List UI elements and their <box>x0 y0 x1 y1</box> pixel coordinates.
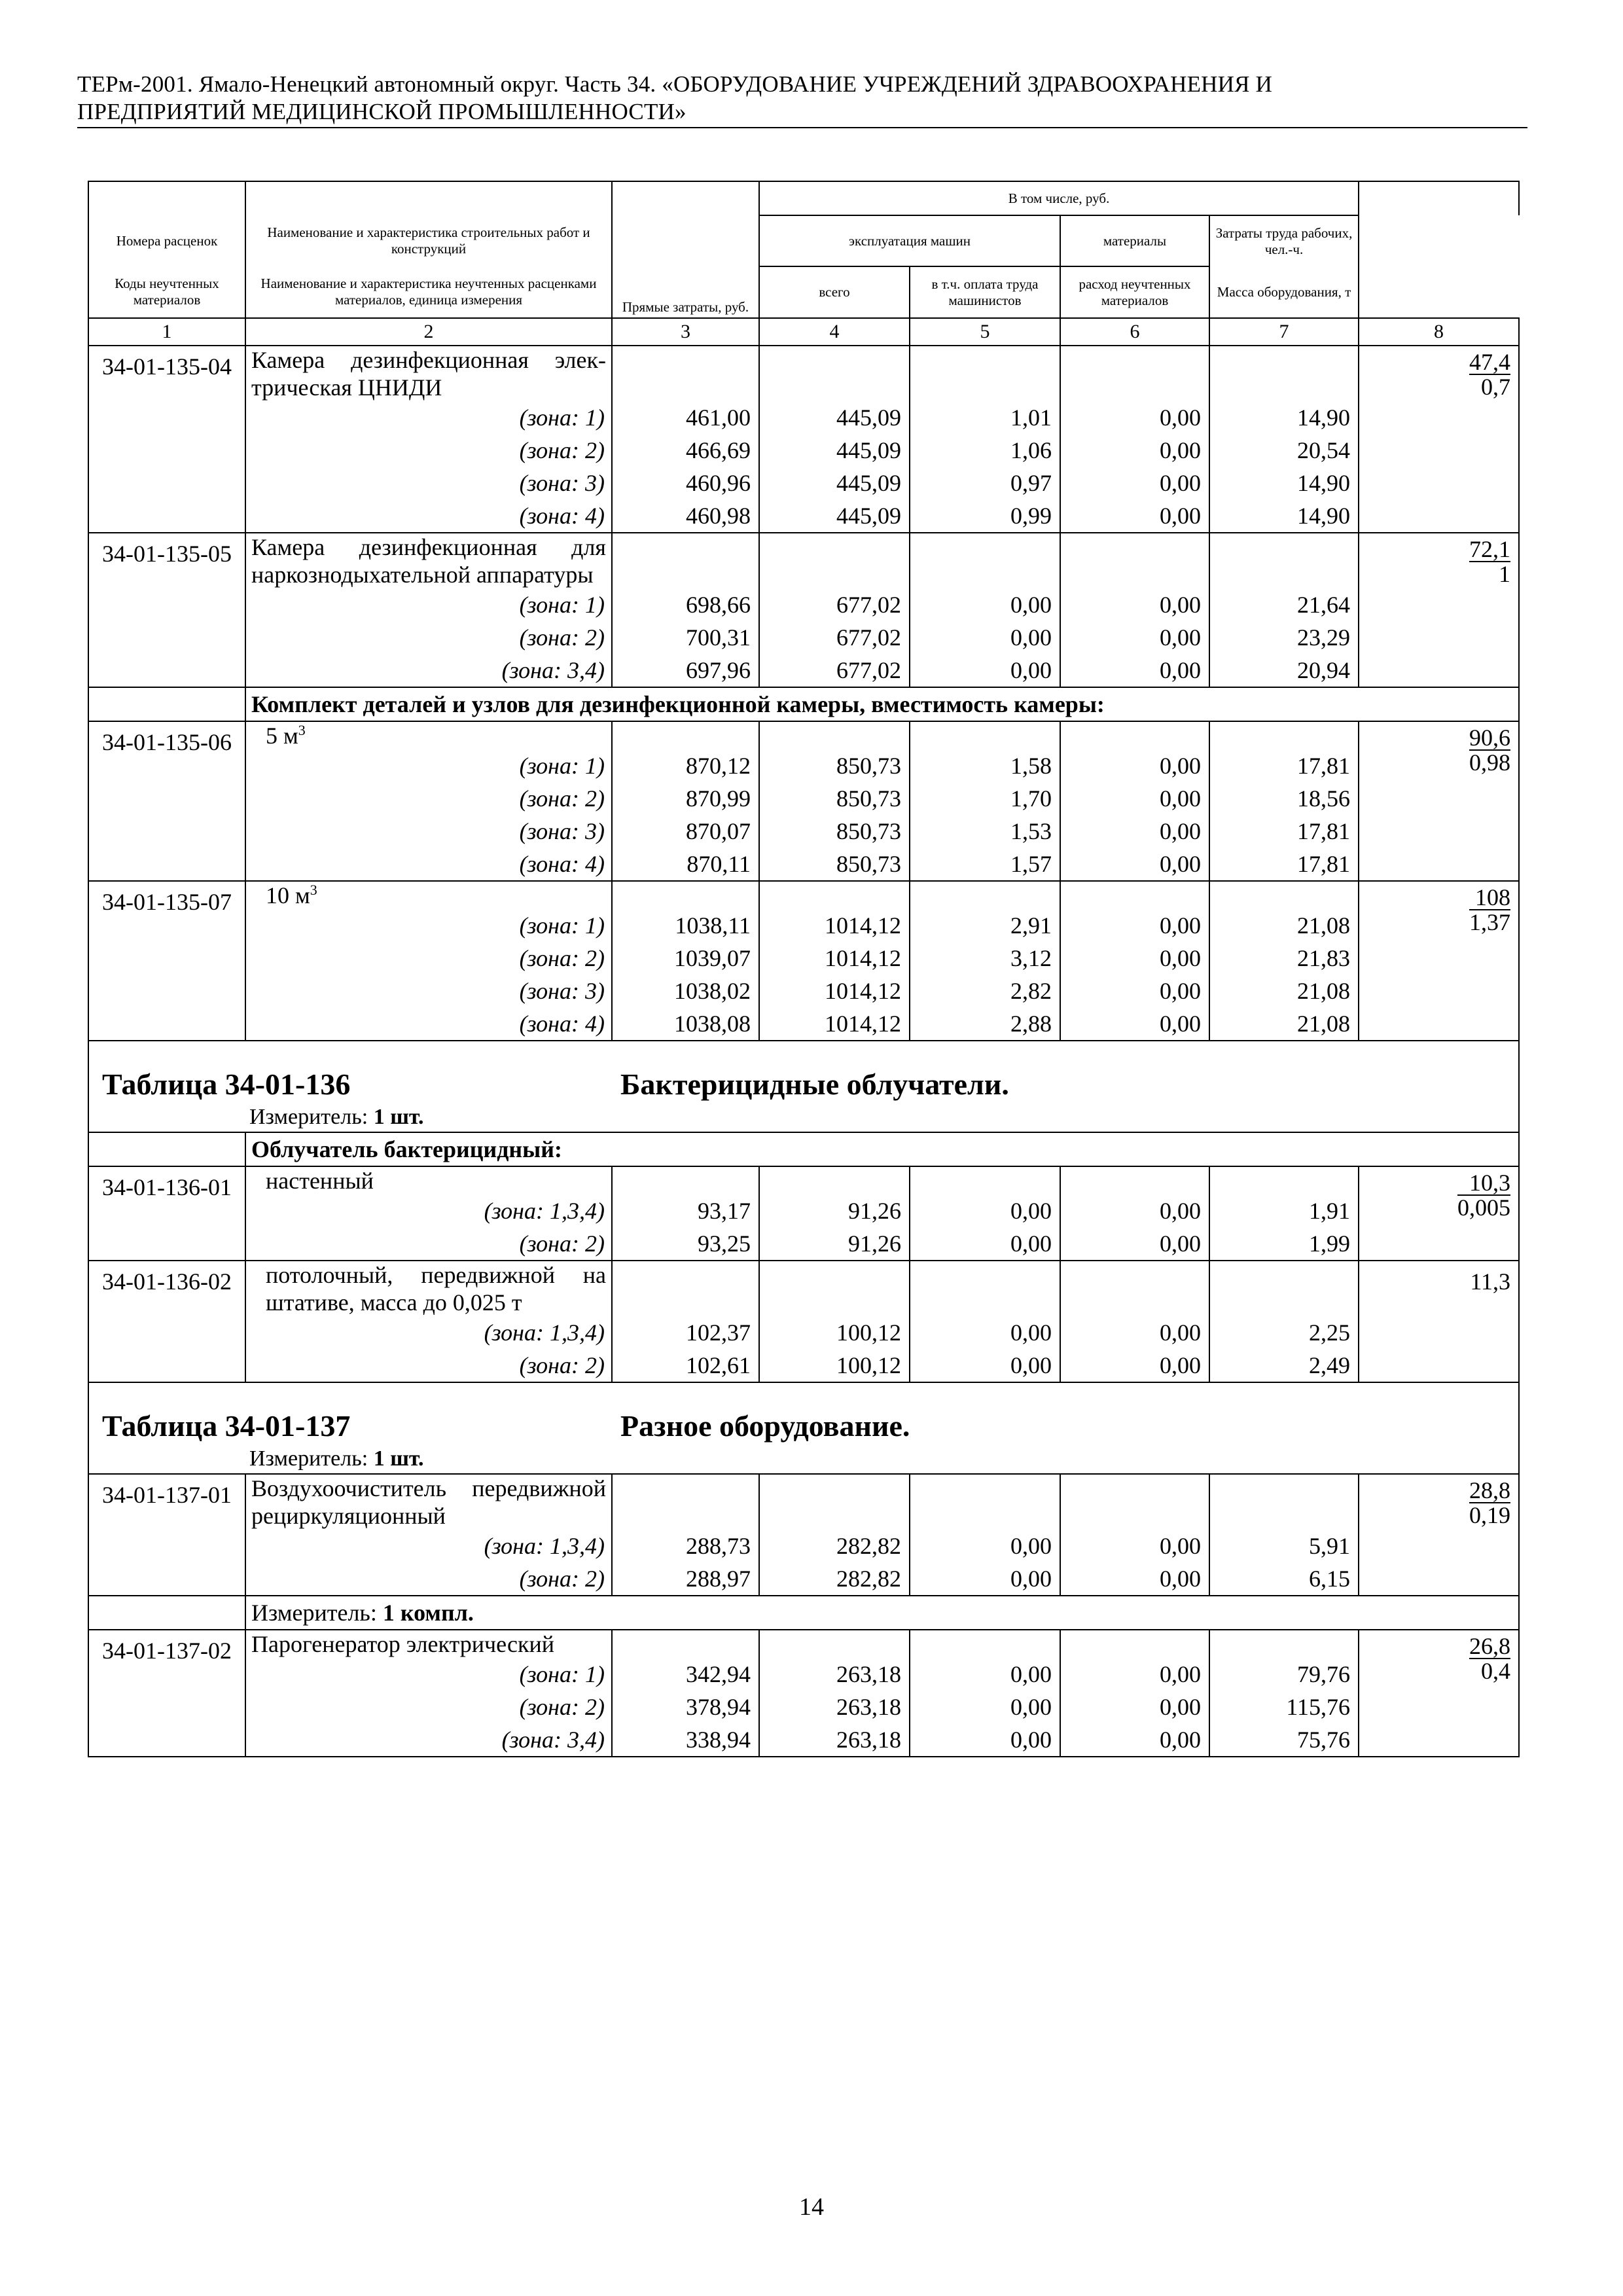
labor-mass-fraction <box>1457 1171 1510 1219</box>
machinist-pay: 0,00 <box>1060 434 1209 467</box>
machinist-pay: 0,00 <box>1060 1691 1209 1723</box>
zone-label: (зона: 2) <box>245 942 612 975</box>
zone-label: (зона: 4) <box>245 499 612 533</box>
materials-cost: 14,90 <box>1209 499 1359 533</box>
materials-cost: 20,94 <box>1209 654 1359 687</box>
mass-value: 1 <box>1499 561 1511 587</box>
labor-mass-fraction <box>1469 726 1510 774</box>
worker-pay: 445,09 <box>759 401 910 434</box>
machine-total: 0,00 <box>910 1562 1060 1596</box>
labor-mass-fraction <box>1469 886 1510 934</box>
measure-value: 1 компл. <box>382 1600 474 1626</box>
machinist-pay: 0,00 <box>1060 1530 1209 1562</box>
machinist-pay: 0,00 <box>1060 1349 1209 1382</box>
zone-row <box>88 1194 1519 1227</box>
rate-name-text: Камера дезинфекционная для наркознодыхательной аппаратуры <box>251 534 606 588</box>
column-number: 6 <box>1060 318 1209 346</box>
mass-value: 1,37 <box>1469 909 1511 935</box>
materials-cost: 17,81 <box>1209 848 1359 881</box>
machine-total: 2,82 <box>910 975 1060 1007</box>
rate-code: 34-01-136-02 <box>88 1261 245 1382</box>
labor-cell <box>1359 1261 1519 1382</box>
mass-value: 0,19 <box>1469 1502 1511 1528</box>
worker-pay: 850,73 <box>759 782 910 815</box>
zone-row <box>88 1007 1519 1041</box>
direct-cost: 338,94 <box>612 1723 759 1757</box>
zone-row <box>88 975 1519 1007</box>
worker-pay: 91,26 <box>759 1227 910 1261</box>
worker-pay: 445,09 <box>759 499 910 533</box>
rate-code: 34-01-137-02 <box>88 1630 245 1757</box>
rate-name <box>245 1474 612 1530</box>
page-number: 14 <box>799 2193 824 2221</box>
rate-code: 34-01-135-04 <box>88 346 245 533</box>
column-number: 2 <box>245 318 612 346</box>
direct-cost: 288,97 <box>612 1562 759 1596</box>
direct-cost: 378,94 <box>612 1691 759 1723</box>
rate-name-text: Камера дезинфекционная электрическая ЦНИДИ <box>251 347 606 401</box>
rate-name <box>245 881 612 909</box>
worker-pay: 850,73 <box>759 749 910 782</box>
labor-value: 108 <box>1469 886 1510 910</box>
zone-label: (зона: 1) <box>245 1658 612 1691</box>
materials-cost: 14,90 <box>1209 401 1359 434</box>
worker-pay: 850,73 <box>759 815 910 848</box>
worker-pay: 1014,12 <box>759 975 910 1007</box>
direct-cost: 460,98 <box>612 499 759 533</box>
machinist-pay: 0,00 <box>1060 654 1209 687</box>
table-caption: Бактерицидные облучатели. <box>620 1067 1009 1101</box>
measure-value: 1 шт. <box>373 1446 424 1471</box>
machine-total: 1,58 <box>910 749 1060 782</box>
header-machinist-pay: в т.ч. оплата труда машинистов <box>910 266 1060 318</box>
zone-label: (зона: 1) <box>245 401 612 434</box>
group-heading: Облучатель бактерицидный: <box>245 1132 1519 1166</box>
direct-cost: 93,17 <box>612 1194 759 1227</box>
machine-total: 0,00 <box>910 588 1060 621</box>
zone-row <box>88 815 1519 848</box>
header-mat-codes: Коды неучтенных материалов <box>88 266 245 318</box>
machine-total: 0,00 <box>910 1227 1060 1261</box>
unit-superscript: 3 <box>298 722 306 738</box>
direct-cost: 1039,07 <box>612 942 759 975</box>
labor-value: 26,8 <box>1469 1633 1511 1659</box>
mass-value: 0,98 <box>1469 749 1511 776</box>
machinist-pay: 0,00 <box>1060 909 1209 942</box>
table-title: Таблица 34-01-136 <box>102 1067 351 1101</box>
machine-total: 2,88 <box>910 1007 1060 1041</box>
zone-label: (зона: 2) <box>245 1562 612 1596</box>
measure-label: Измеритель: <box>251 1600 377 1626</box>
rate-item-row <box>88 1166 1519 1194</box>
zone-label: (зона: 3) <box>245 815 612 848</box>
labor-value: 11,3 <box>1470 1268 1511 1295</box>
machine-total: 0,00 <box>910 1658 1060 1691</box>
unit-superscript: 3 <box>310 882 317 898</box>
worker-pay: 445,09 <box>759 434 910 467</box>
machine-total: 2,91 <box>910 909 1060 942</box>
machine-total: 0,00 <box>910 621 1060 654</box>
machinist-pay: 0,00 <box>1060 815 1209 848</box>
zone-label: (зона: 1) <box>245 588 612 621</box>
direct-cost: 870,11 <box>612 848 759 881</box>
zone-row <box>88 499 1519 533</box>
zone-row <box>88 782 1519 815</box>
machinist-pay: 0,00 <box>1060 1658 1209 1691</box>
zone-label: (зона: 2) <box>245 782 612 815</box>
worker-pay: 263,18 <box>759 1723 910 1757</box>
machinist-pay: 0,00 <box>1060 1007 1209 1041</box>
labor-cell <box>1359 346 1519 533</box>
direct-cost: 102,61 <box>612 1349 759 1382</box>
worker-pay: 677,02 <box>759 621 910 654</box>
materials-cost: 17,81 <box>1209 749 1359 782</box>
rate-name <box>245 1166 612 1194</box>
direct-cost: 342,94 <box>612 1658 759 1691</box>
rate-item-row <box>88 1261 1519 1316</box>
worker-pay: 282,82 <box>759 1562 910 1596</box>
worker-pay: 445,09 <box>759 467 910 499</box>
labor-cell <box>1359 721 1519 881</box>
column-number: 8 <box>1359 318 1519 346</box>
materials-cost: 1,99 <box>1209 1227 1359 1261</box>
zone-row <box>88 1349 1519 1382</box>
group-heading-row <box>88 687 1519 721</box>
zone-row <box>88 1658 1519 1691</box>
labor-mass-fraction <box>1469 1634 1510 1683</box>
machinist-pay: 0,00 <box>1060 942 1209 975</box>
rate-name-text: Парогенератор электрический <box>251 1631 554 1657</box>
materials-cost: 23,29 <box>1209 621 1359 654</box>
zone-row <box>88 621 1519 654</box>
column-number: 1 <box>88 318 245 346</box>
zone-label: (зона: 3) <box>245 467 612 499</box>
worker-pay: 100,12 <box>759 1316 910 1349</box>
worker-pay: 1014,12 <box>759 909 910 942</box>
zone-row <box>88 1691 1519 1723</box>
machine-total: 0,97 <box>910 467 1060 499</box>
column-number: 3 <box>612 318 759 346</box>
column-numbers-row <box>88 318 1519 346</box>
zone-row <box>88 749 1519 782</box>
direct-cost: 288,73 <box>612 1530 759 1562</box>
group-heading: Комплект деталей и узлов для дезинфекционной камеры, вместимость камеры: <box>245 687 1519 721</box>
zone-row <box>88 942 1519 975</box>
header-materials: материалы <box>1060 215 1209 266</box>
materials-cost: 1,91 <box>1209 1194 1359 1227</box>
zone-label: (зона: 1) <box>245 909 612 942</box>
zone-row <box>88 434 1519 467</box>
direct-cost: 697,96 <box>612 654 759 687</box>
worker-pay: 677,02 <box>759 654 910 687</box>
zone-row <box>88 1227 1519 1261</box>
worker-pay: 91,26 <box>759 1194 910 1227</box>
worker-pay: 1014,12 <box>759 942 910 975</box>
zone-row <box>88 1530 1519 1562</box>
zone-label: (зона: 1,3,4) <box>245 1194 612 1227</box>
rates-table <box>88 181 1520 1757</box>
machinist-pay: 0,00 <box>1060 1723 1209 1757</box>
materials-cost: 2,49 <box>1209 1349 1359 1382</box>
machine-total: 1,70 <box>910 782 1060 815</box>
direct-cost: 461,00 <box>612 401 759 434</box>
direct-cost: 870,99 <box>612 782 759 815</box>
machinist-pay: 0,00 <box>1060 401 1209 434</box>
table-title: Таблица 34-01-137 <box>102 1409 351 1443</box>
zone-row <box>88 1562 1519 1596</box>
machine-total: 1,01 <box>910 401 1060 434</box>
machinist-pay: 0,00 <box>1060 499 1209 533</box>
machine-total: 0,00 <box>910 1723 1060 1757</box>
materials-cost: 17,81 <box>1209 815 1359 848</box>
zone-label: (зона: 4) <box>245 848 612 881</box>
machinist-pay: 0,00 <box>1060 621 1209 654</box>
worker-pay: 263,18 <box>759 1691 910 1723</box>
materials-cost: 21,08 <box>1209 1007 1359 1041</box>
zone-row <box>88 401 1519 434</box>
direct-cost: 102,37 <box>612 1316 759 1349</box>
zone-label: (зона: 2) <box>245 621 612 654</box>
machinist-pay: 0,00 <box>1060 467 1209 499</box>
zone-row <box>88 654 1519 687</box>
zone-label: (зона: 1,3,4) <box>245 1316 612 1349</box>
direct-cost: 466,69 <box>612 434 759 467</box>
mass-value: 0,7 <box>1481 374 1511 400</box>
rate-item-row <box>88 881 1519 909</box>
materials-cost: 6,15 <box>1209 1562 1359 1596</box>
machinist-pay: 0,00 <box>1060 1227 1209 1261</box>
worker-pay: 850,73 <box>759 848 910 881</box>
column-number: 5 <box>910 318 1060 346</box>
labor-value: 72,1 <box>1469 536 1511 562</box>
rate-item-row <box>88 1630 1519 1658</box>
rate-item-row <box>88 533 1519 588</box>
direct-cost: 698,66 <box>612 588 759 621</box>
zone-row <box>88 588 1519 621</box>
machinist-pay: 0,00 <box>1060 1194 1209 1227</box>
labor-mass-fraction <box>1469 537 1510 586</box>
labor-value: 47,4 <box>1469 349 1511 375</box>
zone-label: (зона: 3,4) <box>245 654 612 687</box>
rate-name-text: 5 м <box>266 723 298 749</box>
measure-row <box>88 1596 1519 1630</box>
header-machines: эксплуатация машин <box>759 215 1060 266</box>
labor-cell <box>1359 1474 1519 1596</box>
measure-value: 1 шт. <box>373 1105 424 1129</box>
labor-cell <box>1359 533 1519 687</box>
zone-label: (зона: 2) <box>245 1349 612 1382</box>
zone-label: (зона: 1) <box>245 749 612 782</box>
rate-name <box>245 346 612 401</box>
machinist-pay: 0,00 <box>1060 588 1209 621</box>
column-number: 4 <box>759 318 910 346</box>
labor-cell <box>1359 1630 1519 1757</box>
materials-cost: 75,76 <box>1209 1723 1359 1757</box>
direct-cost: 1038,02 <box>612 975 759 1007</box>
worker-pay: 100,12 <box>759 1349 910 1382</box>
header-mat-use: расход неучтенных материалов <box>1060 266 1209 318</box>
materials-cost: 20,54 <box>1209 434 1359 467</box>
rate-code: 34-01-137-01 <box>88 1474 245 1596</box>
materials-cost: 21,08 <box>1209 909 1359 942</box>
rate-name-text: потолочный, передвижной на штативе, масса до 0,025 т <box>266 1262 606 1316</box>
labor-mass-fraction <box>1469 350 1510 399</box>
rate-item-row <box>88 721 1519 749</box>
direct-cost: 93,25 <box>612 1227 759 1261</box>
materials-cost: 21,83 <box>1209 942 1359 975</box>
machine-total: 0,00 <box>910 1691 1060 1723</box>
rate-code: 34-01-135-05 <box>88 533 245 687</box>
header-line-1: ТЕРм-2001. Ямало-Ненецкий автономный округ. Часть 34. «ОБОРУДОВАНИЕ УЧРЕЖДЕНИЙ ЗДРАВООХРАНЕНИЯ И <box>77 71 1273 97</box>
direct-cost: 870,07 <box>612 815 759 848</box>
header-labor: Затраты труда рабочих, чел.-ч. <box>1209 215 1359 266</box>
rate-name <box>245 1261 612 1316</box>
materials-cost: 21,64 <box>1209 588 1359 621</box>
mass-value: 0,005 <box>1457 1194 1511 1221</box>
table-title-row <box>88 1382 1519 1474</box>
zone-row <box>88 848 1519 881</box>
mass-value: 0,4 <box>1481 1658 1511 1684</box>
machine-total: 0,00 <box>910 654 1060 687</box>
machinist-pay: 0,00 <box>1060 1316 1209 1349</box>
rate-item-row <box>88 1474 1519 1530</box>
worker-pay: 282,82 <box>759 1530 910 1562</box>
header-direct: Прямые затраты, руб. <box>612 181 759 318</box>
zone-label: (зона: 4) <box>245 1007 612 1041</box>
zone-label: (зона: 1,3,4) <box>245 1530 612 1562</box>
rate-name <box>245 721 612 749</box>
direct-cost: 1038,11 <box>612 909 759 942</box>
machine-total: 0,00 <box>910 1530 1060 1562</box>
materials-cost: 5,91 <box>1209 1530 1359 1562</box>
machine-total: 0,99 <box>910 499 1060 533</box>
machine-total: 0,00 <box>910 1349 1060 1382</box>
group-heading-row <box>88 1132 1519 1166</box>
materials-cost: 79,76 <box>1209 1658 1359 1691</box>
labor-cell <box>1359 881 1519 1041</box>
labor-mass-fraction <box>1469 1479 1510 1527</box>
zone-row <box>88 1723 1519 1757</box>
labor-mass-fraction <box>1470 1270 1510 1293</box>
zone-label: (зона: 2) <box>245 1691 612 1723</box>
machine-total: 3,12 <box>910 942 1060 975</box>
direct-cost: 460,96 <box>612 467 759 499</box>
materials-cost: 2,25 <box>1209 1316 1359 1349</box>
labor-cell <box>1359 1166 1519 1261</box>
header-rate-numbers: Номера расценок <box>88 215 245 266</box>
direct-cost: 1038,08 <box>612 1007 759 1041</box>
machine-total: 1,57 <box>910 848 1060 881</box>
zone-label: (зона: 2) <box>245 434 612 467</box>
measure-unit <box>102 1104 1505 1130</box>
column-number: 7 <box>1209 318 1359 346</box>
direct-cost: 700,31 <box>612 621 759 654</box>
machine-total: 1,06 <box>910 434 1060 467</box>
zone-row <box>88 909 1519 942</box>
materials-cost: 21,08 <box>1209 975 1359 1007</box>
machinist-pay: 0,00 <box>1060 975 1209 1007</box>
worker-pay: 677,02 <box>759 588 910 621</box>
materials-cost: 18,56 <box>1209 782 1359 815</box>
machinist-pay: 0,00 <box>1060 848 1209 881</box>
zone-label: (зона: 3) <box>245 975 612 1007</box>
header-incl: В том числе, руб. <box>759 181 1359 215</box>
rate-name-text: Воздухоочиститель передвижной рециркуляционный <box>251 1475 606 1529</box>
rate-code: 34-01-135-06 <box>88 721 245 881</box>
header-line-2: ПРЕДПРИЯТИЙ МЕДИЦИНСКОЙ ПРОМЫШЛЕННОСТИ» <box>77 99 687 124</box>
header-mat-name: Наименование и характеристика неучтенных расценками материалов, единица измерения <box>245 266 612 318</box>
labor-value: 10,3 <box>1457 1171 1510 1196</box>
measure-label: Измеритель: <box>249 1105 368 1129</box>
table-title-row <box>88 1041 1519 1132</box>
page-header <box>77 71 1527 128</box>
machinist-pay: 0,00 <box>1060 782 1209 815</box>
direct-cost: 870,12 <box>612 749 759 782</box>
machine-total: 0,00 <box>910 1194 1060 1227</box>
rate-code: 34-01-135-07 <box>88 881 245 1041</box>
labor-value: 90,6 <box>1469 725 1511 751</box>
machinist-pay: 0,00 <box>1060 1562 1209 1596</box>
header-work-name: Наименование и характеристика строительных работ и конструкций <box>245 215 612 266</box>
rate-name <box>245 1630 612 1658</box>
zone-label: (зона: 3,4) <box>245 1723 612 1757</box>
rate-item-row <box>88 346 1519 401</box>
rate-name-text: настенный <box>266 1168 374 1194</box>
table-caption: Разное оборудование. <box>620 1409 910 1443</box>
measure-label: Измеритель: <box>249 1446 368 1471</box>
zone-row <box>88 1316 1519 1349</box>
machine-total: 0,00 <box>910 1316 1060 1349</box>
machinist-pay: 0,00 <box>1060 749 1209 782</box>
header-equip-mass: Масса оборудования, т <box>1209 266 1359 318</box>
zone-label: (зона: 2) <box>245 1227 612 1261</box>
measure-unit <box>102 1446 1505 1472</box>
rate-code: 34-01-136-01 <box>88 1166 245 1261</box>
worker-pay: 1014,12 <box>759 1007 910 1041</box>
machine-total: 1,53 <box>910 815 1060 848</box>
labor-value: 28,8 <box>1469 1477 1511 1503</box>
worker-pay: 263,18 <box>759 1658 910 1691</box>
rate-name-text: 10 м <box>266 882 310 908</box>
rate-name <box>245 533 612 588</box>
materials-cost: 115,76 <box>1209 1691 1359 1723</box>
materials-cost: 14,90 <box>1209 467 1359 499</box>
header-total: всего <box>759 266 910 318</box>
zone-row <box>88 467 1519 499</box>
